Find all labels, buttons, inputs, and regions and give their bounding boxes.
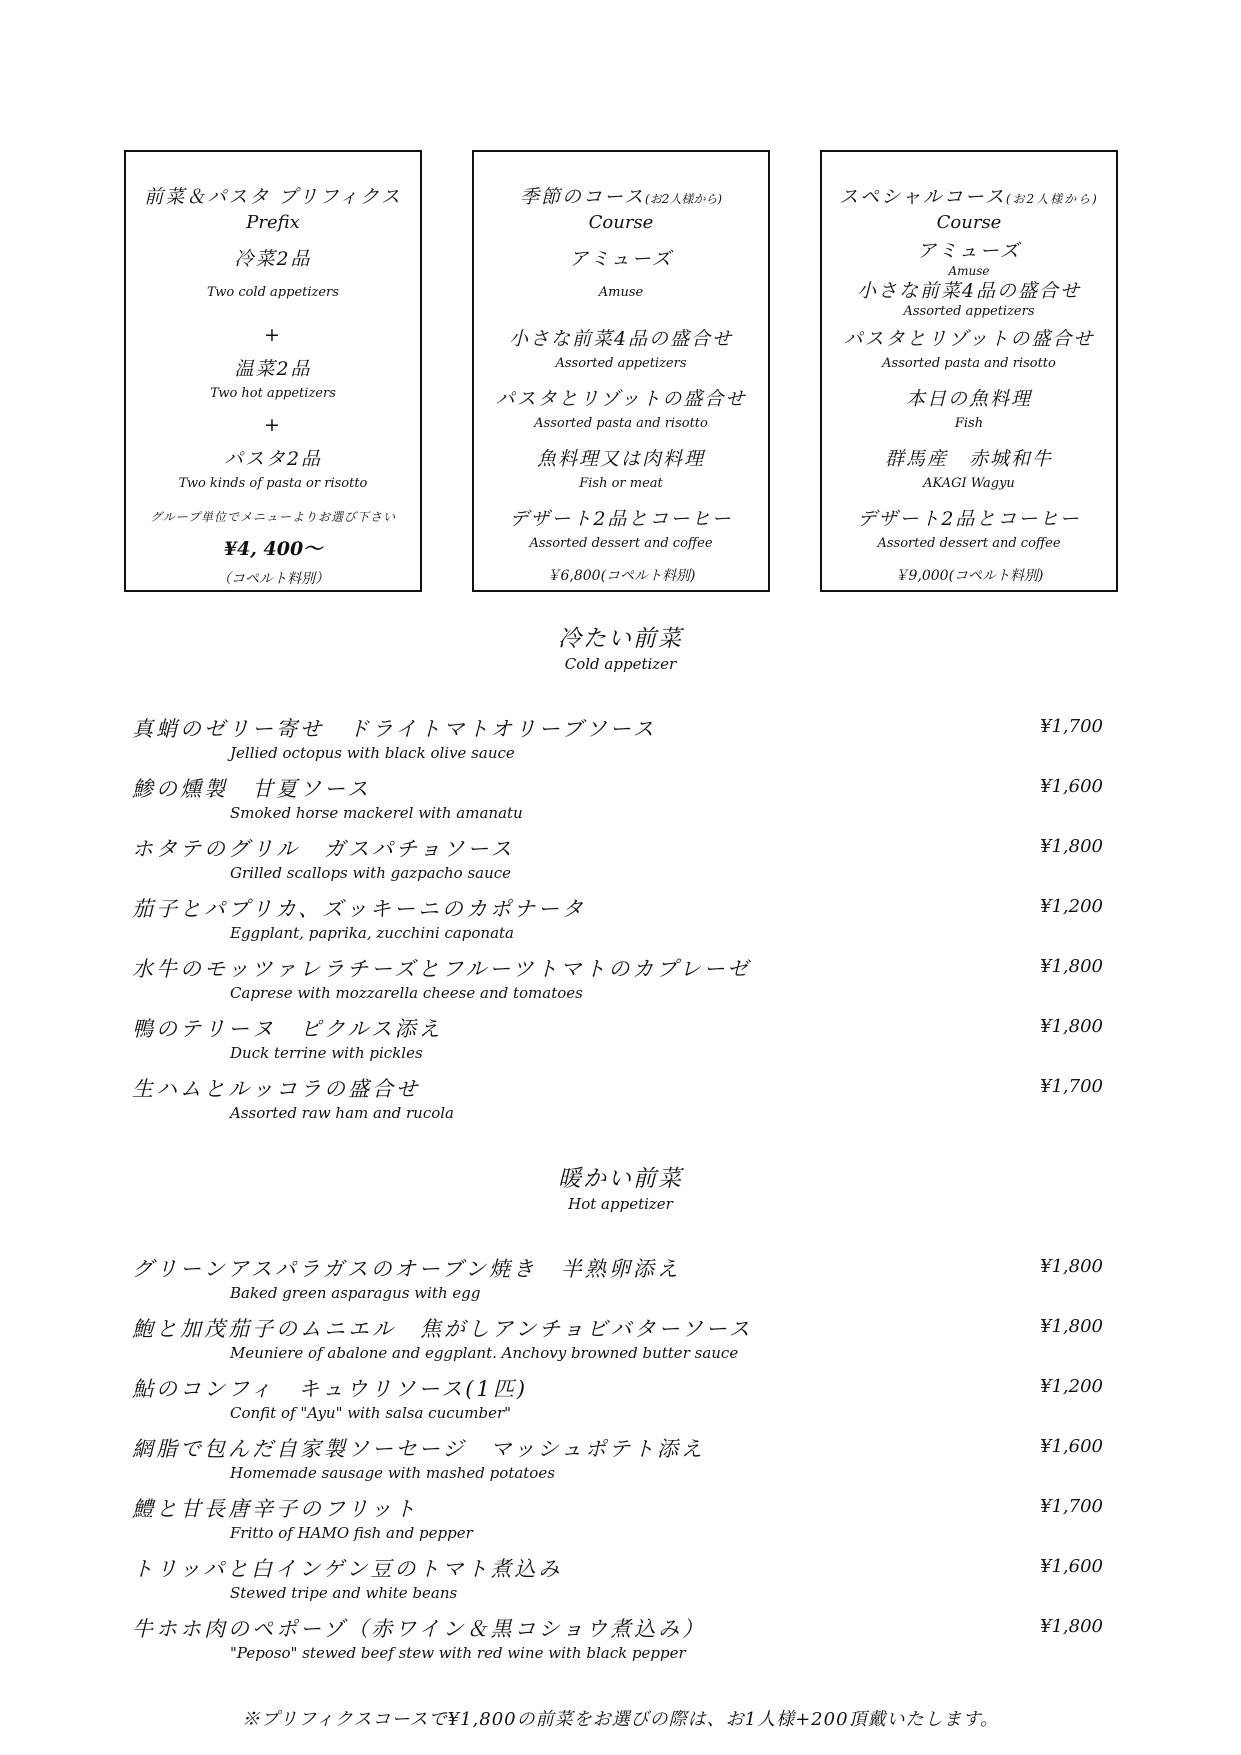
course-subtitle: Course: [588, 212, 654, 233]
menu-item-price: ¥1,600: [1040, 1436, 1103, 1457]
menu-item-price: ¥1,200: [1040, 896, 1103, 917]
menu-item-name: ホタテのグリル ガスパチョソース: [132, 837, 515, 861]
menu-item-english: Duck terrine with pickles: [230, 1044, 423, 1062]
course-line: 冷菜2品: [234, 248, 312, 270]
course-title: 前菜＆パスタ プリフィクス: [144, 186, 402, 208]
course-line: 小さな前菜4品の盛合せ: [508, 328, 734, 350]
course-line: パスタとリゾットの盛合せ: [495, 388, 747, 410]
course-line: Assorted pasta and risotto: [534, 416, 708, 431]
menu-item-price: ¥1,700: [1040, 1496, 1103, 1517]
menu-item-english: Baked green asparagus with egg: [230, 1284, 481, 1302]
course-line: Assorted pasta and risotto: [882, 356, 1056, 371]
menu-item-price: ¥1,800: [1040, 1256, 1103, 1277]
course-subtitle: Course: [936, 212, 1002, 233]
menu-item-name: グリーンアスパラガスのオーブン焼き 半熟卵添え: [132, 1257, 681, 1281]
menu-item-english: "Peposo" stewed beef stew with red wine with black pepper: [230, 1644, 686, 1662]
course-box-prefix: [124, 150, 422, 592]
course-line: パスタとリゾットの盛合せ: [843, 328, 1095, 350]
menu-item-name: 生ハムとルッコラの盛合せ: [132, 1077, 420, 1101]
course-line: Assorted dessert and coffee: [529, 536, 713, 551]
course-box-seasonal: [472, 150, 770, 592]
menu-item-name: 網脂で包んだ自家製ソーセージ マッシュポテト添え: [132, 1437, 706, 1461]
menu-item-price: ¥1,200: [1040, 1376, 1103, 1397]
course-line: Assorted appetizers: [555, 356, 687, 371]
course-line: 本日の魚料理: [905, 388, 1032, 410]
course-line: Assorted dessert and coffee: [877, 536, 1061, 551]
course-note: グループ単位でメニューよりお選び下さい: [149, 510, 397, 524]
menu-item-price: ¥1,600: [1040, 1556, 1103, 1577]
course-line: Fish: [954, 416, 984, 431]
menu-item-name: 牛ホホ肉のペポーゾ（赤ワイン＆黒コショウ煮込み）: [132, 1617, 707, 1641]
menu-item-english: Eggplant, paprika, zucchini caponata: [230, 924, 515, 942]
menu-item-english: Assorted raw ham and rucola: [230, 1104, 454, 1122]
course-line: Amuse: [948, 264, 990, 278]
course-line: Fish or meat: [579, 476, 663, 491]
menu-item-name: 鮑と加茂茄子のムニエル 焦がしアンチョビバターソース: [132, 1317, 753, 1341]
section-title-hot: 暖かい前菜: [558, 1166, 683, 1192]
menu-item-price: ¥1,800: [1040, 956, 1103, 977]
menu-item-name: 真蛸のゼリー寄せ ドライトマトオリーブソース: [132, 717, 657, 741]
menu-item-name: トリッパと白インゲン豆のトマト煮込み: [132, 1557, 563, 1581]
menu-item-english: Caprese with mozzarella cheese and tomatoes: [230, 984, 583, 1002]
menu-item-english: Stewed tripe and white beans: [230, 1584, 458, 1602]
menu-item-name: 鴨のテリーヌ ピクルス添え: [132, 1017, 443, 1041]
course-price: ¥4, 400〜: [223, 538, 323, 560]
course-line: Two cold appetizers: [207, 285, 339, 300]
course-title: [822, 182, 1116, 209]
menu-item-english: Smoked horse mackerel with amanatu: [230, 804, 523, 822]
plus-sign: +: [264, 414, 282, 436]
course-title-note: (お2人様から): [645, 192, 723, 206]
course-line: パスタ2品: [223, 448, 323, 470]
menu-item-english: Grilled scallops with gazpacho sauce: [230, 864, 512, 882]
menu-item-price: ¥1,800: [1040, 1016, 1103, 1037]
course-line: AKAGI Wagyu: [923, 476, 1015, 491]
course-line: アミューズ: [917, 240, 1021, 262]
course-line: Two hot appetizers: [210, 386, 336, 401]
menu-item-name: 鱧と甘長唐辛子のフリット: [132, 1497, 419, 1521]
menu-item-english: Jellied octopus with black olive sauce: [230, 744, 515, 762]
course-line: Assorted appetizers: [903, 304, 1035, 319]
menu-item-price: ¥1,600: [1040, 776, 1103, 797]
course-title: [474, 182, 768, 209]
menu-item-english: Homemade sausage with mashed potatoes: [230, 1464, 555, 1482]
plus-sign: +: [264, 324, 282, 346]
course-line: 群馬産 赤城和牛: [884, 448, 1053, 470]
course-box-special: [820, 150, 1118, 592]
course-line: 小さな前菜4品の盛合せ: [856, 280, 1082, 302]
menu-item-english: Confit of "Ayu" with salsa cucumber": [230, 1404, 512, 1422]
section-subtitle-hot: Hot appetizer: [568, 1195, 673, 1213]
course-price: ￥9,000(コペルト料別): [894, 568, 1044, 584]
course-line: デザート2品とコーヒー: [857, 508, 1081, 530]
section-subtitle-cold: Cold appetizer: [564, 655, 677, 673]
menu-item-price: ¥1,700: [1040, 1076, 1103, 1097]
section-title-cold: 冷たい前菜: [558, 626, 683, 652]
course-subtitle: Prefix: [246, 212, 300, 233]
menu-item-price: ¥1,700: [1040, 716, 1103, 737]
course-price-note: （コペルト料別）: [217, 571, 329, 587]
course-price: ￥6,800(コペルト料別): [546, 568, 696, 584]
course-line: Amuse: [598, 285, 644, 300]
menu-item-price: ¥1,800: [1040, 1616, 1103, 1637]
menu-item-name: 鯵の燻製 甘夏ソース: [132, 777, 371, 801]
menu-item-name: 水牛のモッツァレラチーズとフルーツトマトのカプレーゼ: [132, 957, 752, 981]
course-line: 魚料理又は肉料理: [536, 448, 705, 470]
menu-item-english: Fritto of HAMO fish and pepper: [230, 1524, 473, 1542]
menu-item-price: ¥1,800: [1040, 836, 1103, 857]
footnote: ※プリフィクスコースで¥1,800の前菜をお選びの際は、お1人様+200頂戴いたします。: [241, 1709, 1000, 1730]
course-title-note: (お2人様から): [1005, 192, 1099, 206]
course-line: デザート2品とコーヒー: [509, 508, 733, 530]
menu-item-name: 茄子とパプリカ、ズッキーニのカポナータ: [132, 897, 586, 921]
menu-item-price: ¥1,800: [1040, 1316, 1103, 1337]
course-title-text: スペシャルコース: [839, 186, 1006, 208]
menu-item-name: 鮎のコンフィ キュウリソース(1匹): [132, 1377, 529, 1401]
course-line: アミューズ: [569, 248, 673, 270]
course-line: Two kinds of pasta or risotto: [178, 476, 368, 491]
course-title-text: 季節のコース: [519, 186, 646, 208]
menu-item-english: Meuniere of abalone and eggplant. Anchovy browned butter sauce: [230, 1344, 739, 1362]
course-line: 温菜2品: [234, 358, 312, 380]
